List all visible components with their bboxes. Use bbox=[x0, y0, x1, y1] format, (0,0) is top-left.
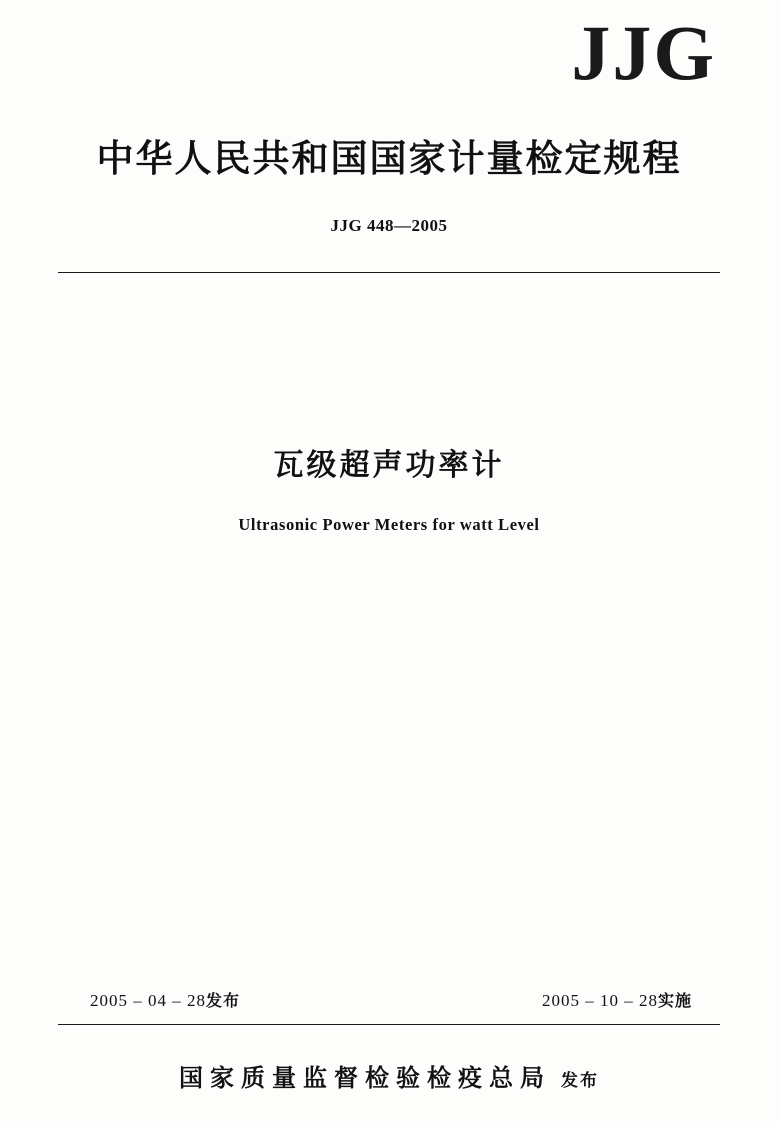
jjg-logo-text: JJG bbox=[567, 14, 720, 96]
issuer-action: 发布 bbox=[561, 1071, 599, 1091]
issue-date-label: 发布 bbox=[206, 991, 241, 1010]
divider-bottom bbox=[58, 1024, 720, 1025]
issue-date-value: 2005 – 04 – 28 bbox=[90, 991, 206, 1010]
issuer-line bbox=[0, 1058, 778, 1093]
document-title-english: Ultrasonic Power Meters for watt Level bbox=[238, 515, 540, 534]
issuer-organization: 国家质量监督检验检疫总局 bbox=[179, 1064, 551, 1092]
standard-number: JJG 448—2005 bbox=[330, 216, 448, 235]
effective-date-label: 实施 bbox=[657, 991, 692, 1010]
national-standard-title: 中华人民共和国国家计量检定规程 bbox=[96, 137, 682, 180]
divider-top bbox=[58, 272, 720, 273]
effective-date-value: 2005 – 10 – 28 bbox=[541, 991, 658, 1010]
jjg-logo bbox=[0, 9, 720, 96]
effective-date bbox=[542, 988, 692, 1011]
document-title-chinese: 瓦级超声功率计 bbox=[273, 448, 505, 483]
dates-row bbox=[58, 988, 720, 1011]
issue-date bbox=[90, 988, 240, 1011]
